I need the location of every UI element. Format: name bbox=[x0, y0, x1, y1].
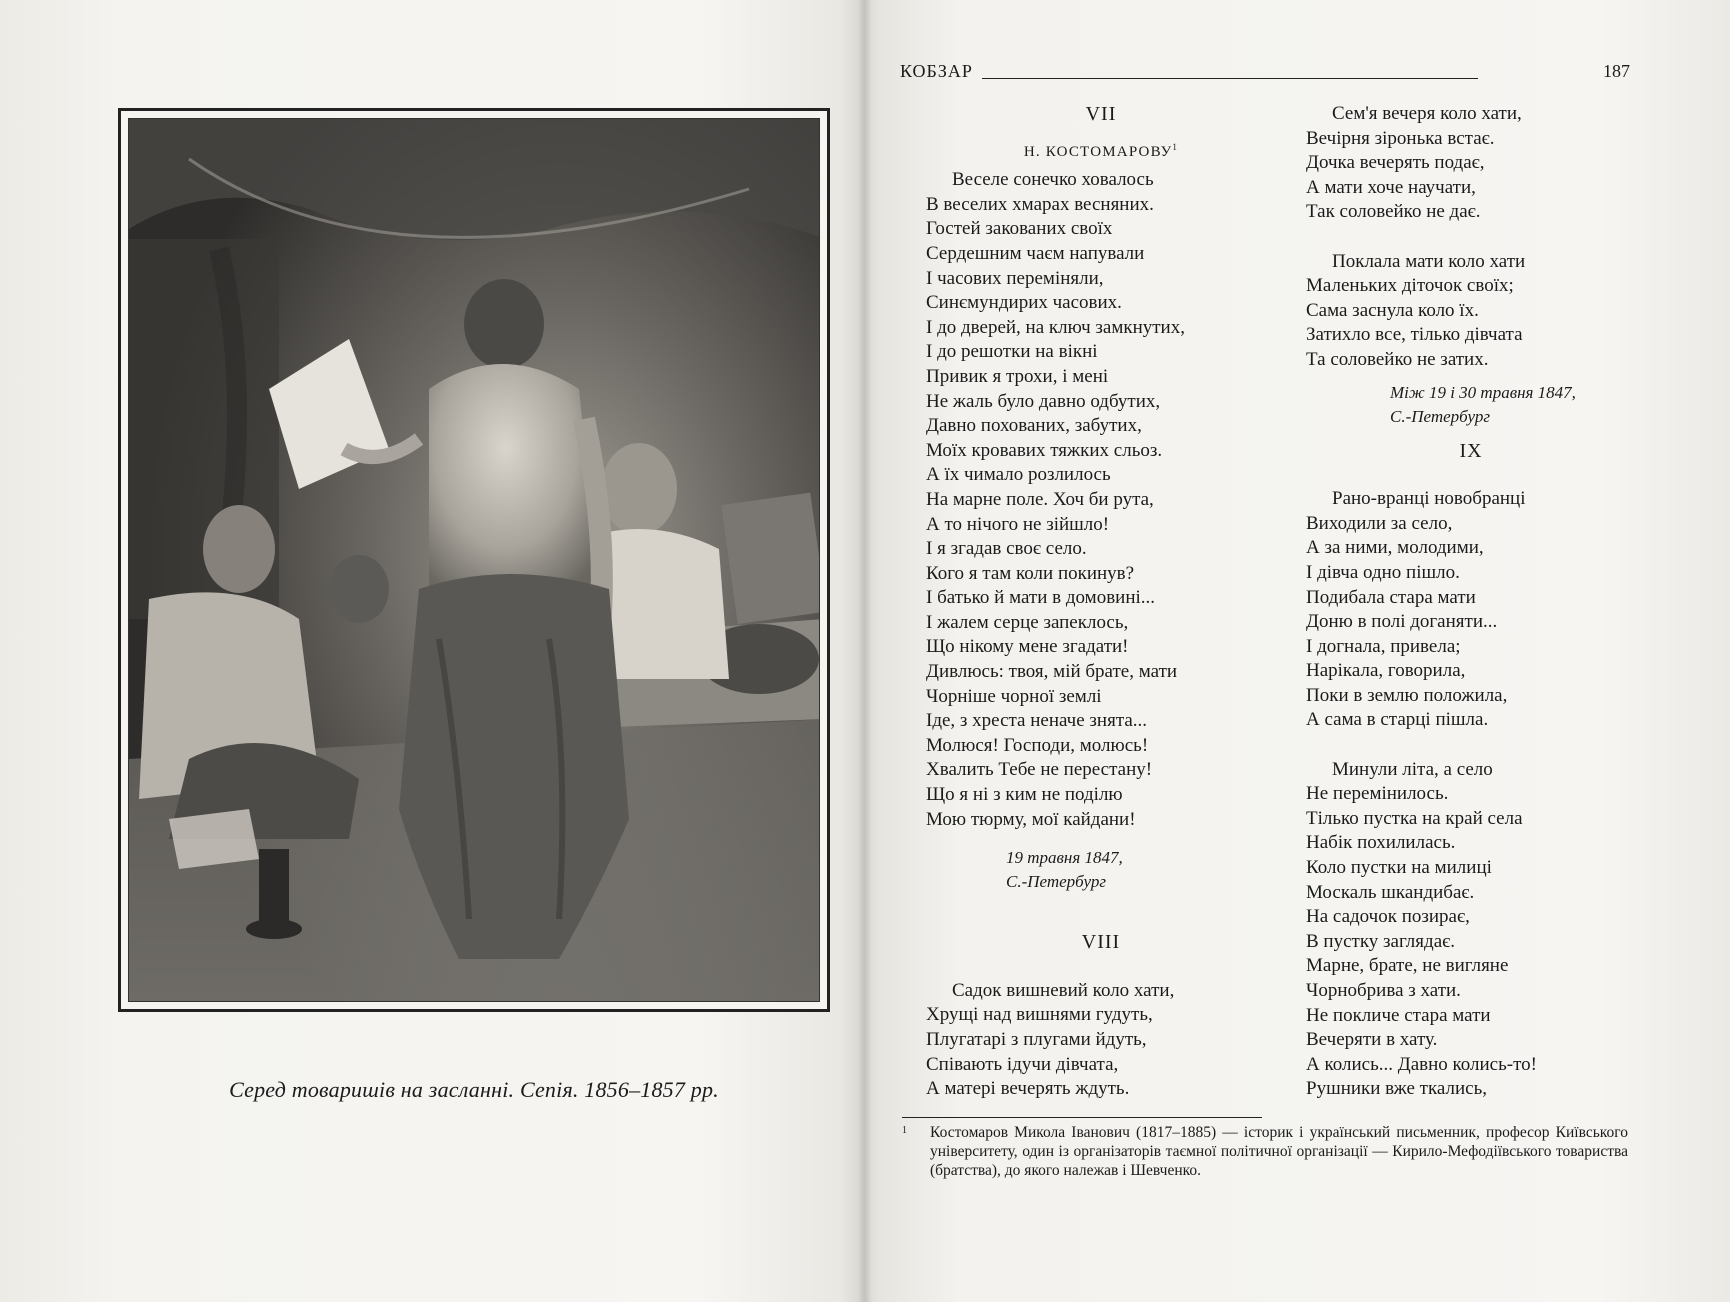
poem-line: Москаль шкандибає. bbox=[1306, 881, 1475, 903]
text-column-left bbox=[926, 102, 1276, 1102]
poem-line: Що я ні з ким не поділю bbox=[926, 784, 1123, 806]
poem-line: І часових переміняли, bbox=[926, 267, 1104, 289]
poem-line: Іде, з хреста неначе знята... bbox=[926, 710, 1148, 732]
poem-line: Подибала стара мати bbox=[1306, 586, 1476, 608]
poem-line: Та соловейко не затих. bbox=[1306, 348, 1489, 370]
poem-line: Давно похованих, забутих, bbox=[926, 415, 1142, 437]
dedication-text: Н. КОСТОМАРОВУ bbox=[1023, 143, 1173, 160]
illustration-plate bbox=[118, 108, 830, 1012]
footnote bbox=[902, 1123, 1628, 1180]
poem-line: Поки в землю положила, bbox=[1306, 684, 1508, 706]
poem-line: Не перемінилось. bbox=[1306, 783, 1449, 805]
footnote-ref[interactable]: 1 bbox=[1172, 141, 1179, 152]
poem-line: А їх чимало розлилось bbox=[926, 464, 1111, 486]
footnote-rule bbox=[902, 1117, 1262, 1118]
poem-line: Молюся! Господи, молюсь! bbox=[926, 734, 1149, 756]
poem-line: Привик я трохи, і мені bbox=[926, 365, 1109, 387]
poem-line: В пустку заглядає. bbox=[1306, 930, 1456, 952]
poem-viii-date: Між 19 і 30 травня 1847, bbox=[1390, 382, 1576, 402]
poem-line: Рано-вранці новобранці bbox=[1332, 488, 1526, 510]
poem-number-vii: VII bbox=[1085, 103, 1117, 125]
poem-vii-lines bbox=[926, 168, 1276, 832]
poem-line: Доню в полі доганяти... bbox=[1306, 611, 1498, 633]
poem-line: І догнала, привела; bbox=[1306, 635, 1461, 657]
poem-line: Не покличе стара мати bbox=[1306, 1004, 1491, 1026]
poem-line: Чорнобрива з хати. bbox=[1306, 980, 1461, 1001]
poem-line: Чорніше чорної землі bbox=[926, 685, 1102, 707]
poem-line: А сама в старці пішла. bbox=[1306, 709, 1489, 731]
poem-line: І дівча одно пішло. bbox=[1306, 561, 1460, 583]
poem-line: Минули літа, а село bbox=[1332, 758, 1493, 780]
poem-viii-stanza-3 bbox=[1306, 250, 1636, 373]
poem-line: Хвалить Тебе не перестану! bbox=[926, 759, 1153, 781]
poem-line: А мати хоче научати, bbox=[1306, 176, 1476, 198]
poem-line: І до дверей, на ключ замкнутих, bbox=[926, 316, 1185, 338]
header-rule bbox=[982, 78, 1478, 79]
poem-vii-date: 19 травня 1847, bbox=[1006, 848, 1123, 868]
poem-line: Що нікому мене згадати! bbox=[926, 636, 1129, 658]
poem-line: Веселе сонечко ховалось bbox=[952, 169, 1154, 191]
poem-line: Дочка вечерять подає, bbox=[1306, 152, 1485, 174]
poem-line: Рушники вже ткались, bbox=[1306, 1078, 1488, 1100]
page-number: 187 bbox=[1603, 61, 1630, 81]
poem-line: Нарікала, говорила, bbox=[1306, 660, 1466, 682]
poem-line: Сердешним чаєм напували bbox=[926, 242, 1145, 264]
poem-dedication bbox=[926, 135, 1276, 165]
poem-viii-stanza-1 bbox=[926, 979, 1276, 1102]
poem-line: Вечірня зіронька встає. bbox=[1306, 127, 1495, 149]
poem-vii-place: С.-Петербург bbox=[1006, 872, 1106, 892]
poem-line: Коло пустки на милиці bbox=[1306, 857, 1492, 879]
poem-line: Поклала мати коло хати bbox=[1332, 250, 1526, 272]
poem-line: Співають ідучи дівчата, bbox=[926, 1053, 1119, 1075]
poem-line: Так соловейко не дає. bbox=[1306, 201, 1481, 223]
poem-line: Дивлюсь: твоя, мій брате, мати bbox=[926, 661, 1178, 683]
poem-line: Не жаль було давно одбутих, bbox=[926, 390, 1161, 412]
poem-line: І до решотки на вікні bbox=[926, 341, 1098, 363]
running-head bbox=[900, 61, 1630, 87]
text-column-right bbox=[1306, 102, 1636, 1102]
poem-viii-place: С.-Петербург bbox=[1390, 406, 1490, 426]
poem-line: Вечеряти в хату. bbox=[1306, 1029, 1438, 1051]
poem-line: Гостей закованих своїх bbox=[926, 218, 1113, 240]
poem-line: Виходили за село, bbox=[1306, 512, 1453, 534]
poem-line: Тілько пустка на край села bbox=[1306, 807, 1523, 829]
poem-line: Набік похилилась. bbox=[1306, 832, 1456, 854]
poem-line: Сем'я вечеря коло хати, bbox=[1332, 103, 1522, 124]
painting-image bbox=[129, 119, 820, 1002]
poem-line: А то нічого не зійшло! bbox=[926, 513, 1110, 535]
poem-line: Сама заснула коло їх. bbox=[1306, 299, 1479, 321]
poem-line: Затихло все, тілько дівчата bbox=[1306, 324, 1523, 346]
poem-line: Хрущі над вишнями гудуть, bbox=[926, 1004, 1153, 1026]
illustration-caption: Серед товаришів на засланні. Сепія. 1856–1857 рр. bbox=[229, 1077, 719, 1102]
poem-number-viii: VIII bbox=[1081, 931, 1121, 954]
poem-line: А матері вечерять ждуть. bbox=[926, 1078, 1130, 1100]
poem-line: На марне поле. Хоч би рута, bbox=[926, 488, 1154, 510]
poem-line: Плугатарі з плугами йдуть, bbox=[926, 1029, 1147, 1050]
poem-line: На садочок позирає, bbox=[1306, 906, 1470, 928]
book-gutter bbox=[858, 0, 872, 1302]
poem-line: Кого я там коли покинув? bbox=[926, 562, 1135, 584]
poem-line: Синємундирих часових. bbox=[926, 292, 1122, 314]
poem-line: І батько й мати в домовині... bbox=[926, 587, 1156, 609]
book-title: КОБЗАР bbox=[900, 61, 973, 81]
poem-line: Садок вишневий коло хати, bbox=[952, 979, 1175, 1001]
poem-ix-stanza-1 bbox=[1306, 487, 1636, 733]
poem-line: І жалем серце запеклось, bbox=[926, 611, 1129, 633]
poem-line: А за ними, молодими, bbox=[1306, 537, 1484, 559]
footnote-text: Костомаров Микола Іванович (1817–1885) — історик і український письменник, професор Київського університету, один із організаторів таємної політичної організації — Кирило-Мефодіївського товариства (братства), до якого належав і Шевченко. bbox=[930, 1124, 1628, 1179]
poem-line: А колись... Давно колись-то! bbox=[1306, 1053, 1537, 1075]
poem-line: Мою тюрму, мої кайдани! bbox=[926, 808, 1136, 830]
poem-number-ix: IX bbox=[1459, 439, 1483, 462]
sepia-painting bbox=[128, 118, 820, 1002]
poem-line: І я згадав своє село. bbox=[926, 538, 1087, 560]
poem-ix-stanza-2 bbox=[1306, 758, 1636, 1102]
poem-line: Марне, брате, не вигляне bbox=[1306, 955, 1509, 977]
poem-viii-stanza-2 bbox=[1306, 102, 1636, 225]
poem-line: В веселих хмарах весняних. bbox=[926, 193, 1154, 215]
poem-line: Моїх кровавих тяжких сльоз. bbox=[926, 439, 1163, 461]
poem-line: Маленьких діточок своїх; bbox=[1306, 275, 1514, 297]
footnote-marker: 1 bbox=[902, 1125, 907, 1136]
